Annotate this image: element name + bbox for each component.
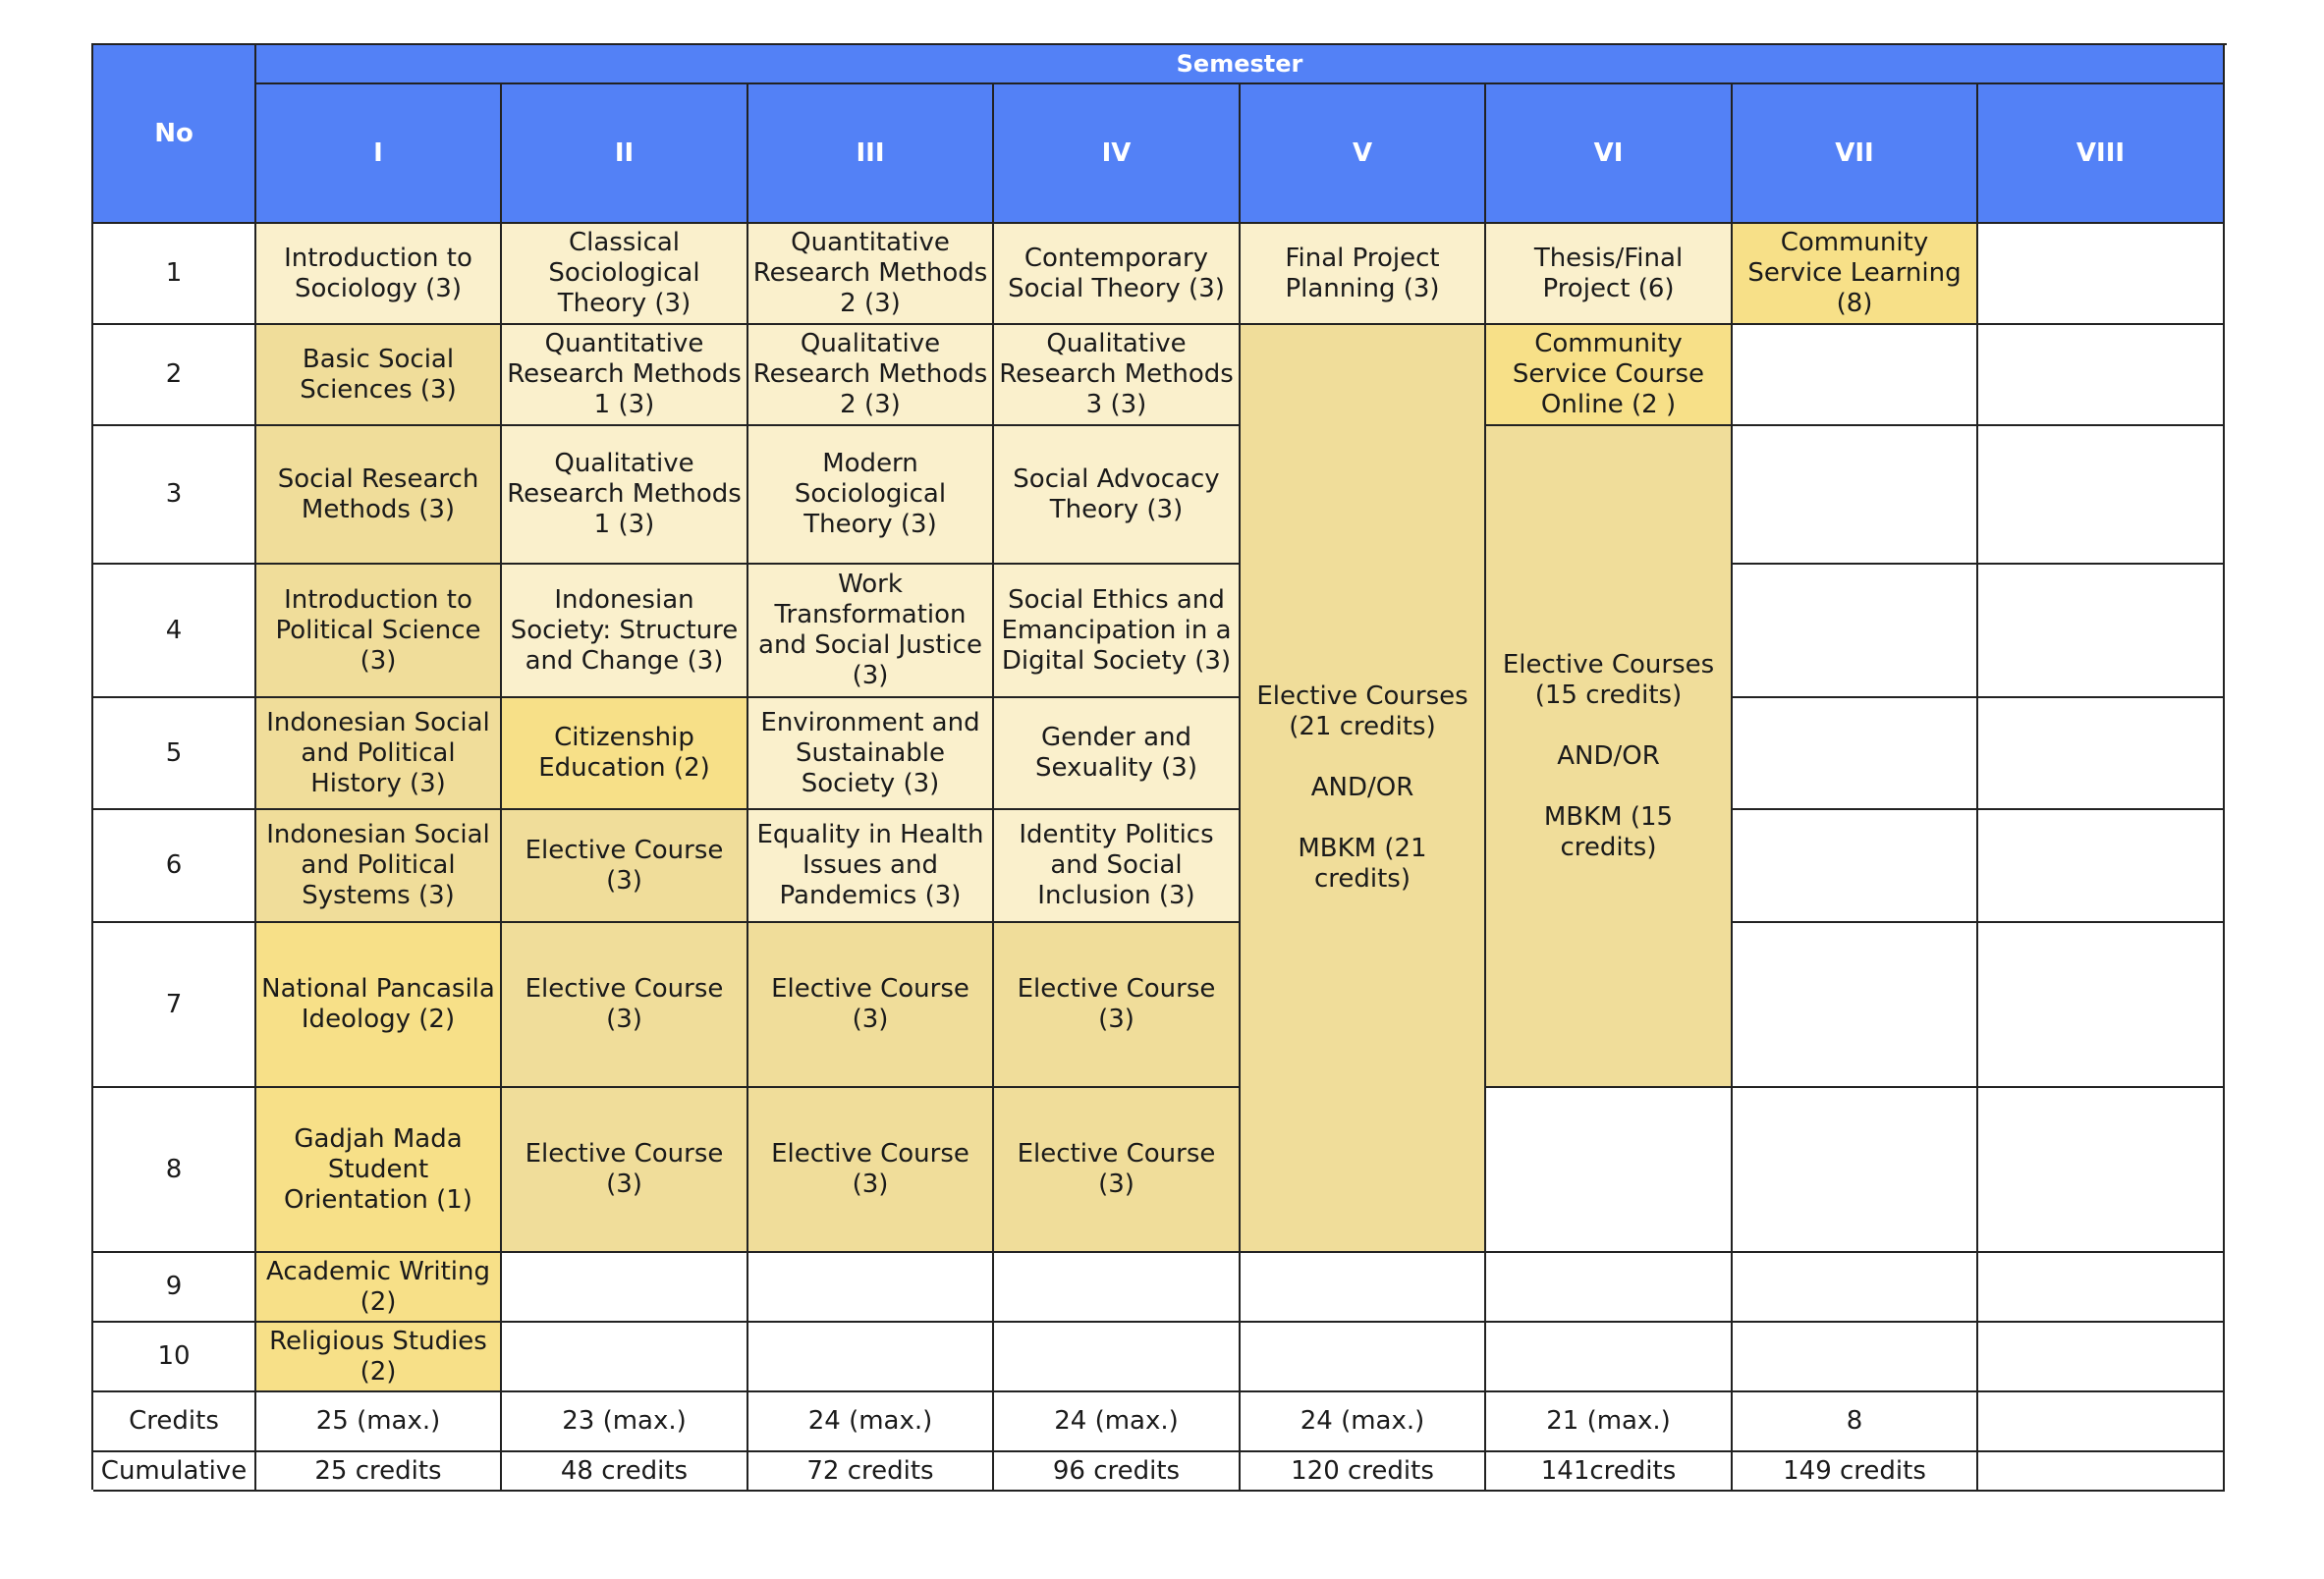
row-number: 2 [93, 325, 256, 426]
empty-cell [1733, 1253, 1978, 1323]
semester-header-2: II [502, 84, 748, 224]
cumulative-value [1978, 1452, 2225, 1492]
course-cell: Indonesian Social and Political Systems (3) [256, 810, 502, 923]
elective-block: Elective Courses (15 credits) AND/OR MBKM (15 credits) [1486, 426, 1733, 1088]
row-number: 7 [93, 923, 256, 1088]
elective-block: Elective Courses (21 credits) AND/OR MBKM (21 credits) [1241, 325, 1486, 1253]
cumulative-value: 25 credits [256, 1452, 502, 1492]
course-cell: Elective Course (3) [502, 1088, 748, 1253]
credits-value: 24 (max.) [1241, 1392, 1486, 1452]
course-cell: Introduction to Political Science (3) [256, 565, 502, 698]
empty-cell [994, 1323, 1241, 1392]
course-cell: Elective Course (3) [748, 923, 994, 1088]
empty-cell [994, 1253, 1241, 1323]
empty-cell [502, 1323, 748, 1392]
row-number: 5 [93, 698, 256, 810]
semester-header-3: III [748, 84, 994, 224]
course-cell: Gender and Sexuality (3) [994, 698, 1241, 810]
semester-header-4: IV [994, 84, 1241, 224]
course-cell: Contemporary Social Theory (3) [994, 224, 1241, 325]
semester-header-6: VI [1486, 84, 1733, 224]
course-cell: Elective Course (3) [748, 1088, 994, 1253]
course-cell: Qualitative Research Methods 2 (3) [748, 325, 994, 426]
row-number: 4 [93, 565, 256, 698]
empty-cell [1486, 1253, 1733, 1323]
empty-cell [1978, 923, 2225, 1088]
credits-value: 24 (max.) [748, 1392, 994, 1452]
empty-cell [1978, 810, 2225, 923]
row-number: 1 [93, 224, 256, 325]
empty-cell [1978, 325, 2225, 426]
empty-cell [1978, 1323, 2225, 1392]
course-cell: Elective Course (3) [994, 923, 1241, 1088]
semester-header-8: VIII [1978, 84, 2225, 224]
course-cell: Basic Social Sciences (3) [256, 325, 502, 426]
curriculum-table [91, 43, 2227, 1490]
course-cell: National Pancasila Ideology (2) [256, 923, 502, 1088]
course-cell: Qualitative Research Methods 3 (3) [994, 325, 1241, 426]
empty-cell [1978, 1253, 2225, 1323]
empty-cell [1733, 1323, 1978, 1392]
semester-header-5: V [1241, 84, 1486, 224]
course-cell: Thesis/Final Project (6) [1486, 224, 1733, 325]
course-cell: Identity Politics and Social Inclusion (3) [994, 810, 1241, 923]
cumulative-value: 149 credits [1733, 1452, 1978, 1492]
course-cell: Elective Course (3) [502, 810, 748, 923]
course-cell: Quantitative Research Methods 1 (3) [502, 325, 748, 426]
empty-cell [1978, 224, 2225, 325]
course-cell: Social Research Methods (3) [256, 426, 502, 565]
header-no: No [93, 45, 256, 224]
credits-value: 24 (max.) [994, 1392, 1241, 1452]
row-number: 8 [93, 1088, 256, 1253]
header-semester: Semester [256, 45, 2225, 84]
course-cell: Gadjah Mada Student Orientation (1) [256, 1088, 502, 1253]
cumulative-value: 141credits [1486, 1452, 1733, 1492]
credits-value: 25 (max.) [256, 1392, 502, 1452]
credits-label: Credits [93, 1392, 256, 1452]
credits-value: 8 [1733, 1392, 1978, 1452]
empty-cell [1733, 1088, 1978, 1253]
empty-cell [1241, 1253, 1486, 1323]
cumulative-value: 48 credits [502, 1452, 748, 1492]
empty-cell [1733, 426, 1978, 565]
empty-cell [748, 1253, 994, 1323]
row-number: 6 [93, 810, 256, 923]
row-number: 9 [93, 1253, 256, 1323]
course-cell: Final Project Planning (3) [1241, 224, 1486, 325]
cumulative-value: 72 credits [748, 1452, 994, 1492]
empty-cell [1486, 1088, 1733, 1253]
semester-header-1: I [256, 84, 502, 224]
cumulative-value: 96 credits [994, 1452, 1241, 1492]
course-cell: Quantitative Research Methods 2 (3) [748, 224, 994, 325]
row-number: 10 [93, 1323, 256, 1392]
course-cell: Indonesian Society: Structure and Change (3) [502, 565, 748, 698]
empty-cell [502, 1253, 748, 1323]
empty-cell [748, 1323, 994, 1392]
course-cell: Qualitative Research Methods 1 (3) [502, 426, 748, 565]
course-cell: Community Service Learning (8) [1733, 224, 1978, 325]
semester-header-7: VII [1733, 84, 1978, 224]
empty-cell [1733, 325, 1978, 426]
course-cell: Religious Studies (2) [256, 1323, 502, 1392]
empty-cell [1978, 565, 2225, 698]
empty-cell [1733, 698, 1978, 810]
course-cell: Introduction to Sociology (3) [256, 224, 502, 325]
empty-cell [1978, 698, 2225, 810]
empty-cell [1978, 1088, 2225, 1253]
course-cell: Academic Writing (2) [256, 1253, 502, 1323]
course-cell: Modern Sociological Theory (3) [748, 426, 994, 565]
course-cell: Social Advocacy Theory (3) [994, 426, 1241, 565]
credits-value [1978, 1392, 2225, 1452]
empty-cell [1733, 565, 1978, 698]
empty-cell [1733, 810, 1978, 923]
credits-value: 21 (max.) [1486, 1392, 1733, 1452]
course-cell: Elective Course (3) [502, 923, 748, 1088]
empty-cell [1733, 923, 1978, 1088]
cumulative-value: 120 credits [1241, 1452, 1486, 1492]
row-number: 3 [93, 426, 256, 565]
course-cell: Classical Sociological Theory (3) [502, 224, 748, 325]
cumulative-label: Cumulative [93, 1452, 256, 1492]
course-cell: Indonesian Social and Political History (3) [256, 698, 502, 810]
credits-value: 23 (max.) [502, 1392, 748, 1452]
course-cell: Citizenship Education (2) [502, 698, 748, 810]
course-cell: Social Ethics and Emancipation in a Digital Society (3) [994, 565, 1241, 698]
course-cell: Environment and Sustainable Society (3) [748, 698, 994, 810]
empty-cell [1486, 1323, 1733, 1392]
empty-cell [1241, 1323, 1486, 1392]
course-cell: Community Service Course Online (2 ) [1486, 325, 1733, 426]
course-cell: Equality in Health Issues and Pandemics (3) [748, 810, 994, 923]
empty-cell [1978, 426, 2225, 565]
course-cell: Elective Course (3) [994, 1088, 1241, 1253]
course-cell: Work Transformation and Social Justice (3) [748, 565, 994, 698]
